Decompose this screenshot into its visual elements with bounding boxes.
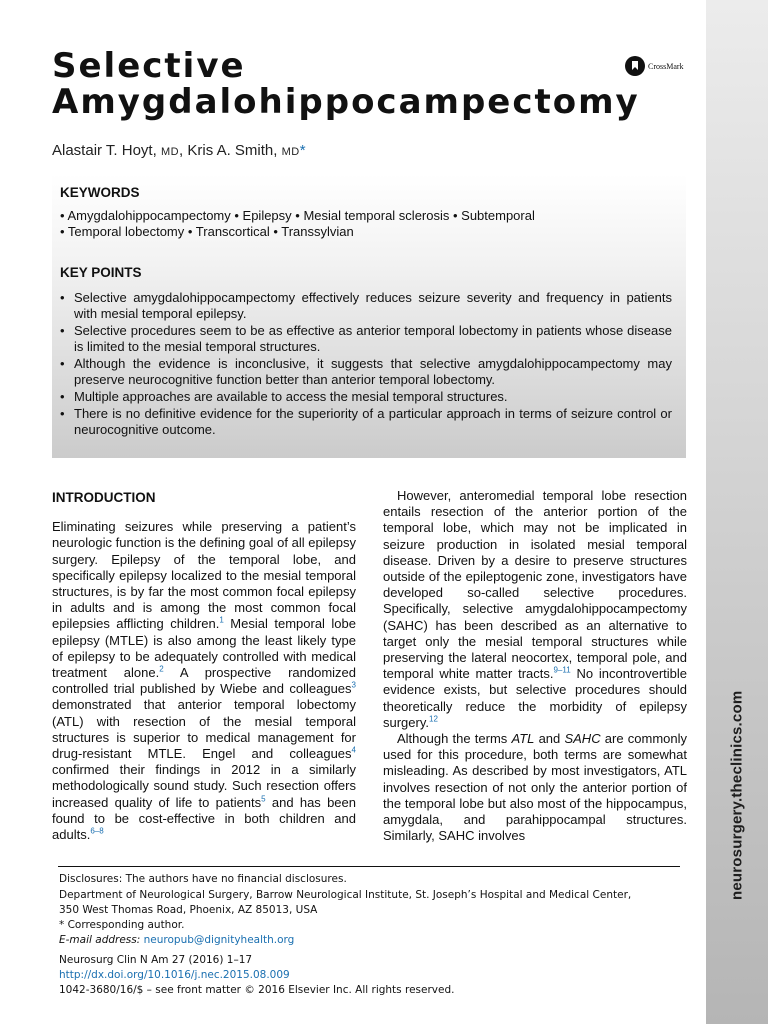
journal-citation: Neurosurg Clin N Am 27 (2016) 1–17 <box>59 954 253 966</box>
title-line-2: Amygdalohippocampectomy <box>52 82 640 122</box>
key-point: • Selective amygdalohippocampectomy effectively reduces seizure severity and frequency in patients with mesial temporal epilepsy. <box>60 290 672 322</box>
crossmark-badge[interactable] <box>625 56 684 76</box>
citation-link[interactable]: 9–11 <box>553 665 571 675</box>
citation-link[interactable]: 5 <box>261 794 266 804</box>
crossmark-icon <box>625 56 645 76</box>
email-line <box>59 934 294 946</box>
text-run: confirmed their findings in 2012 in a similarly methodologically sound study. Such resection offers increased quality of life to patients <box>52 762 356 810</box>
citation-link[interactable]: 6–8 <box>90 826 104 836</box>
author-1-degree: MD <box>160 146 180 158</box>
author-1: Alastair T. Hoyt, <box>52 142 157 159</box>
footer-divider <box>58 866 680 867</box>
right-column <box>383 488 687 844</box>
citation-link[interactable]: 4 <box>351 745 356 755</box>
text-run: Eliminating seizures while preserving a patient’s neurologic function is the defining goal of all epilepsy surgery. Epilepsy of the temporal lobe, and specifically epilepsy localized to the mesial temporal structures, is by far the most common focal epilepsy in adults and is among the most common focal epilepsies afflicting children. <box>52 519 356 632</box>
department-affiliation: Department of Neurological Surgery, Barrow Neurological Institute, St. Joseph’s Hospital and Medical Center, <box>59 889 632 901</box>
author-2: Kris A. Smith, <box>187 142 278 159</box>
term-sahc: SAHC <box>564 731 601 747</box>
keywords-line-1: • Amygdalohippocampectomy • Epilepsy • Mesial temporal sclerosis • Subtemporal <box>60 208 535 223</box>
body-paragraph <box>383 731 687 844</box>
text-run: Although the terms <box>397 731 512 747</box>
key-point: • Multiple approaches are available to access the mesial temporal structures. <box>60 389 672 405</box>
text-run: However, anteromedial temporal lobe resection entails resection of the anterior portion of the temporal lobe, which may not be implicated in seizure production in isolated mesial temporal disease. Driven by a desire to preserve structures outside of the epileptogenic zone, investigators have developed so-called selective procedures. Specifically, selective amygdalohippocampectomy (SAHC) has been described as an alternative to target only the mesial temporal structures while preserving the lateral neocortex, temporal pole, and temporal white matter tracts. <box>383 488 687 682</box>
corresponding-author-note: * Corresponding author. <box>59 919 185 931</box>
keywords-heading: KEYWORDS <box>60 185 140 200</box>
keywords-line-2: • Temporal lobectomy • Transcortical • Transsylvian <box>60 224 354 239</box>
doi-line <box>59 969 290 981</box>
doi-link[interactable]: http://dx.doi.org/10.1016/j.nec.2015.08.009 <box>59 969 290 981</box>
term-atl: ATL <box>511 731 535 747</box>
text-run: No incontrovertible evidence exists, but selective procedures should theoretically reduce the morbidity of epilepsy surgery. <box>383 666 688 730</box>
text-run: and has been found to be cost-effective in both children and adults. <box>52 794 357 843</box>
citation-link[interactable]: 2 <box>159 664 164 674</box>
text-run: are commonly used for this procedure, both terms are somewhat misleading. As described by most investigators, ATL involves resection of not only the anterior portion of the temporal lobe but also most of the hippocampus, amygdala, and parahippocampal structures. Similarly, SAHC involves <box>383 731 688 844</box>
citation-link[interactable]: 1 <box>219 616 224 626</box>
journal-sidebar <box>706 0 768 1024</box>
department-address: 350 West Thomas Road, Phoenix, AZ 85013, USA <box>59 904 318 916</box>
citation-link[interactable]: 12 <box>429 714 438 724</box>
text-run: demonstrated that anterior temporal lobectomy (ATL) with resection of the mesial temporal structures is superior to medical management for drug-resistant MTLE. Engel and colleagues <box>52 697 356 762</box>
intro-paragraph <box>52 519 356 843</box>
citation-link[interactable]: 3 <box>351 680 356 690</box>
key-point: • There is no definitive evidence for the superiority of a particular approach in terms of seizure control or neurocognitive outcome. <box>60 406 672 438</box>
left-column <box>52 488 356 843</box>
key-points-heading: KEY POINTS <box>60 265 142 280</box>
email-label: E-mail address: <box>59 934 141 946</box>
author-separator: , <box>179 142 184 159</box>
key-point: • Although the evidence is inconclusive, it suggests that selective amygdalohippocampectomy may preserve neurocognitive function better than anterior temporal lobectomy. <box>60 356 672 388</box>
author-line <box>52 142 306 159</box>
copyright-line: 1042-3680/16/$ – see front matter © 2016 Elsevier Inc. All rights reserved. <box>59 984 455 996</box>
body-paragraph <box>383 488 687 731</box>
introduction-heading: INTRODUCTION <box>52 490 156 505</box>
article-title <box>52 48 652 120</box>
email-link[interactable]: neuropub@dignityhealth.org <box>143 934 295 946</box>
text-run: A prospective randomized controlled trial published by Wiebe and colleagues <box>52 665 356 697</box>
crossmark-label: CrossMark <box>648 61 684 71</box>
author-2-degree: MD <box>281 146 300 158</box>
key-points-list <box>60 290 672 439</box>
disclosures-note: Disclosures: The authors have no financial disclosures. <box>59 873 347 885</box>
text-run: Mesial temporal lobe epilepsy (MTLE) is also among the least likely type of epilepsy to be adequately controlled with medical treatment alone. <box>52 616 356 681</box>
text-run: and <box>534 731 565 747</box>
journal-url[interactable]: neurosurgery.theclinics.com <box>728 690 746 900</box>
title-line-1: Selective <box>52 46 246 86</box>
corresponding-star[interactable]: * <box>299 142 306 159</box>
key-point: • Selective procedures seem to be as effective as anterior temporal lobectomy in patients whose disease is limited to the mesial temporal structures. <box>60 323 672 355</box>
